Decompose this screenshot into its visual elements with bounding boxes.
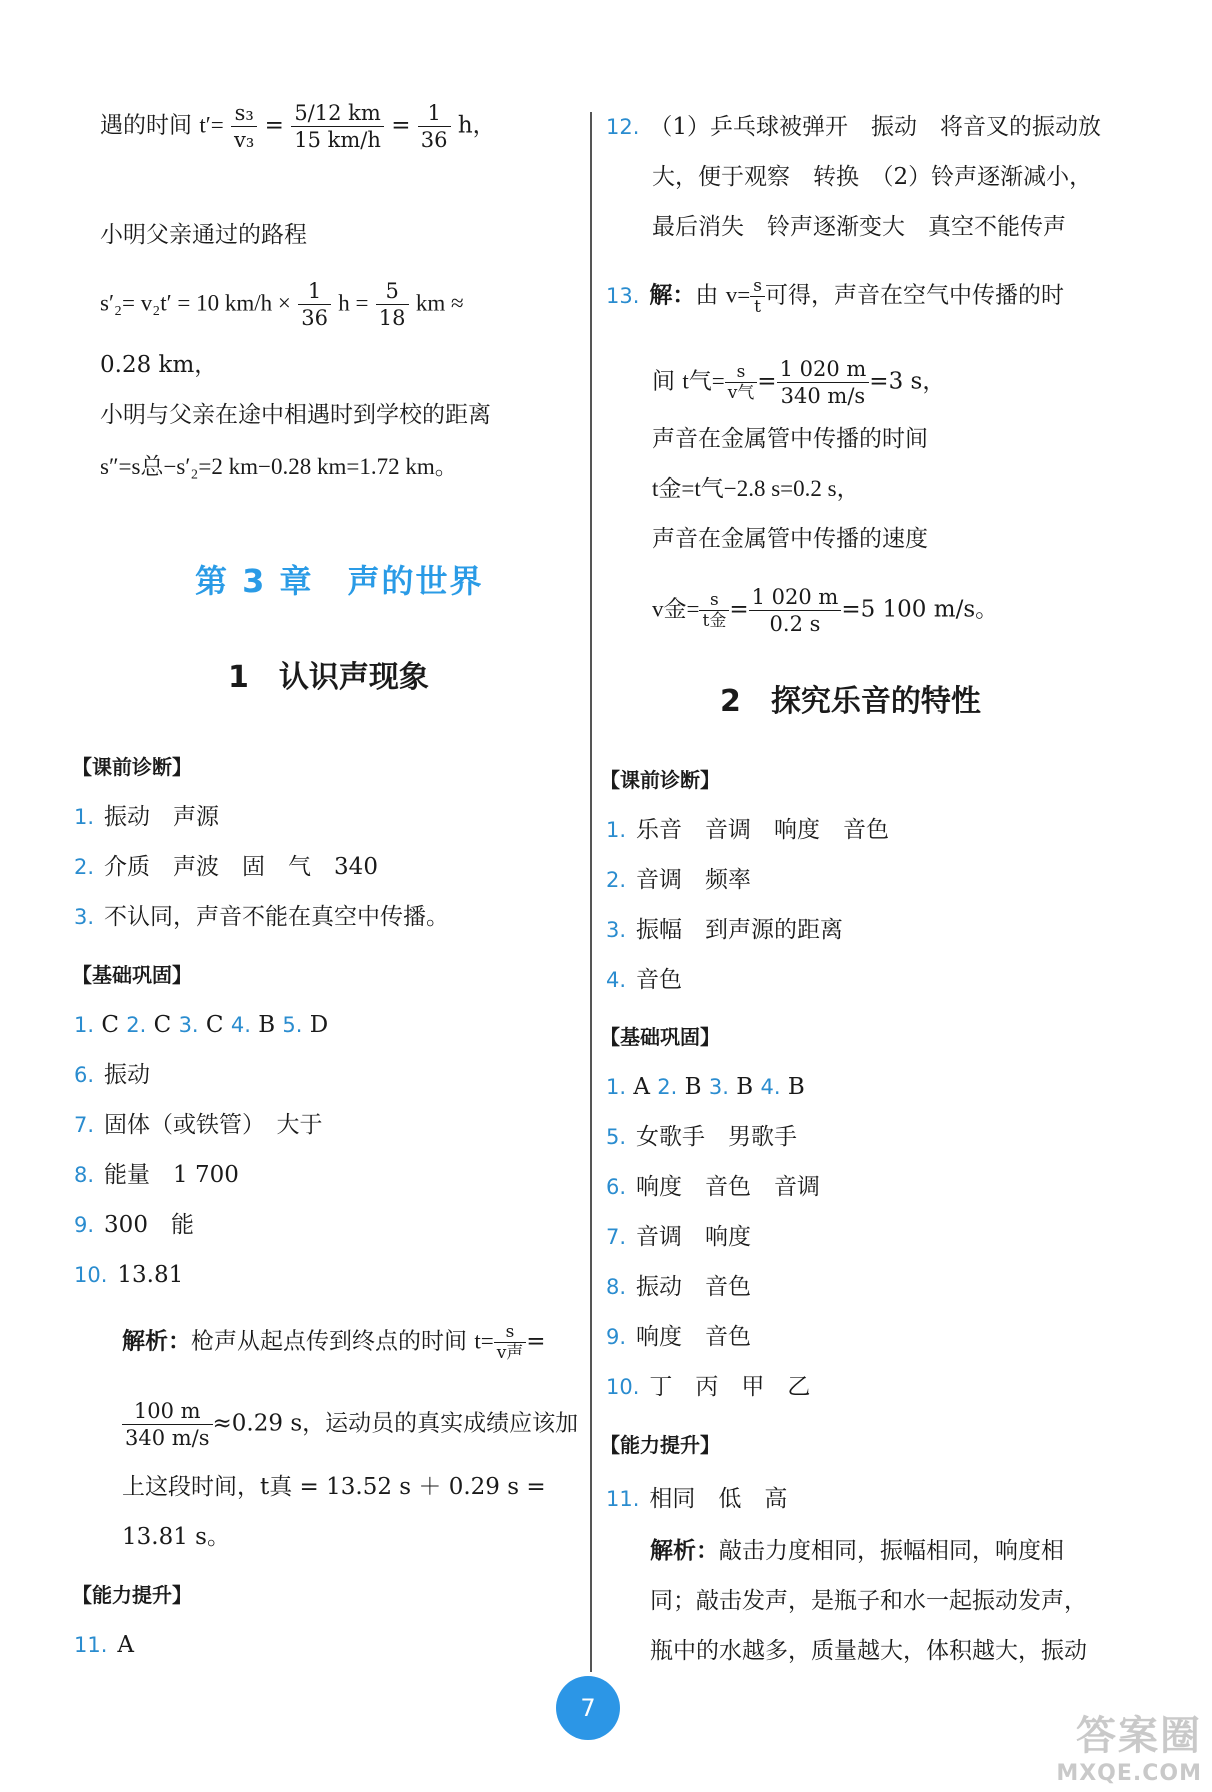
formula: km ≈ (415, 290, 464, 316)
item-text: 由 (695, 282, 719, 309)
answer-item (606, 1272, 751, 1302)
answer-item (74, 1110, 323, 1140)
meet-time-line (100, 100, 496, 153)
fraction (725, 362, 758, 403)
formula-var: t′= (199, 112, 224, 138)
item-number: 10. (74, 1263, 108, 1287)
frac-num: s (494, 1322, 527, 1343)
frac-den: 15 km/h (294, 128, 381, 152)
item-text: 振动 声源 (104, 804, 220, 830)
frac-num: 100 m (122, 1398, 213, 1425)
item-text: B (684, 1074, 702, 1100)
frac-num: 1 (418, 100, 451, 127)
answer-item (74, 852, 378, 882)
page-number: 7 (556, 1676, 620, 1740)
section-heading: 【能力提升】 (72, 1583, 192, 1607)
formula-var: t= (474, 1328, 494, 1354)
fraction (231, 100, 257, 153)
analysis-text: 敲击力度相同，振幅相同，响度相 (719, 1538, 1064, 1564)
text: =3 s， (869, 368, 946, 395)
formula-line: s″=s总−s′₂=2 km−0.28 km=1.72 km。 (100, 454, 458, 479)
equals: = (757, 368, 777, 395)
item-text: 音调 频率 (636, 867, 752, 893)
item-number: 3. (178, 1013, 199, 1037)
text: h， (457, 112, 496, 139)
analysis-line: 同；敲击发声，是瓶子和水一起振动发声， (650, 1588, 1087, 1614)
frac-num: s₃ (231, 100, 257, 127)
item-text: 能量 1 700 (104, 1162, 239, 1188)
analysis-line: 瓶中的水越多，质量越大，体积越大，振动 (650, 1638, 1087, 1664)
item-number: 1. (606, 1075, 627, 1099)
text-line: 声音在金属管中传播的速度 (652, 526, 928, 552)
section-heading: 【能力提升】 (600, 1433, 720, 1457)
formula-var: v= (725, 282, 751, 308)
item-text: A (117, 1632, 135, 1658)
frac-den: v₃ (234, 128, 255, 152)
item-text: 300 能 (104, 1212, 194, 1238)
text-line: 最后消失 铃声逐渐变大 真空不能传声 (652, 214, 1066, 240)
answer-item (74, 802, 219, 832)
frac-num: 1 (298, 278, 331, 305)
lesson-title: 1 认识声现象 (228, 660, 429, 695)
item-number: 7. (74, 1113, 95, 1137)
fraction (699, 590, 729, 631)
text: =5 100 m/s。 (841, 596, 999, 623)
item-text: 女歌手 男歌手 (636, 1124, 798, 1150)
fraction (418, 100, 451, 153)
answer-item (606, 965, 682, 995)
text-line: 大，便于观察 转换 （2）铃声逐渐减小， (652, 164, 1093, 190)
item-text: 振动 (104, 1062, 151, 1088)
item-number: 2. (606, 868, 627, 892)
frac-num: s (750, 276, 765, 297)
answer-item (74, 1210, 194, 1240)
item-text: C (153, 1012, 172, 1038)
item-number: 4. (606, 968, 627, 992)
fraction (291, 100, 384, 153)
frac-den: 340 m/s (125, 1426, 210, 1450)
formula-var: t气= (682, 368, 725, 394)
frac-num: s (725, 362, 758, 383)
item-number: 1. (74, 805, 95, 829)
item-number: 1. (606, 818, 627, 842)
distance-line (100, 278, 464, 331)
formula: s′₂= v₂t′ = 10 km/h × (100, 290, 291, 316)
item-number: 8. (74, 1163, 95, 1187)
text: 间 (652, 368, 675, 395)
formula: h = (338, 290, 369, 316)
answer-item (606, 1172, 820, 1202)
answer-item (74, 1060, 150, 1090)
watermark-logo: 答案圈 (1076, 1713, 1202, 1759)
text-line: 声音在金属管中传播的时间 (652, 426, 928, 452)
item-text: 13.81 (117, 1262, 184, 1288)
section-heading: 【课前诊断】 (600, 768, 720, 792)
item-text: B (258, 1012, 276, 1038)
item-text: 响度 音色 (636, 1324, 752, 1350)
fraction (750, 276, 765, 317)
text-line: 小明与父亲在途中相遇时到学校的距离 (100, 402, 491, 428)
analysis-line (122, 1322, 546, 1363)
item-number: 3. (708, 1075, 729, 1099)
item-number: 5. (606, 1125, 627, 1149)
analysis-line (650, 1536, 1064, 1566)
item-number: 9. (74, 1213, 95, 1237)
item-text: 不认同，声音不能在真空中传播。 (104, 904, 450, 930)
item-text: 响度 音色 音调 (636, 1174, 821, 1200)
formula-line (652, 584, 998, 637)
analysis-line: 13.81 s。 (122, 1524, 230, 1550)
formula-line: t金=t气−2.8 s=0.2 s， (652, 476, 860, 501)
frac-den: 18 (378, 306, 406, 330)
item-text: 丁 丙 甲 乙 (649, 1374, 811, 1400)
fraction (122, 1398, 213, 1451)
answer-item (74, 1260, 183, 1290)
item-text: 介质 声波 固 气 340 (104, 854, 378, 880)
frac-den: 340 m/s (780, 384, 866, 408)
answer-item (606, 112, 1101, 142)
section-heading: 【课前诊断】 (72, 755, 192, 779)
analysis-line (122, 1398, 578, 1451)
item-number: 8. (606, 1275, 627, 1299)
watermark (1056, 1704, 1202, 1786)
item-text: A (633, 1074, 650, 1100)
item-number: 4. (760, 1075, 781, 1099)
frac-den: 0.2 s (769, 612, 821, 636)
answer-item (606, 865, 751, 895)
analysis-text: ≈0.29 s，运动员的真实成绩应该加 (212, 1410, 579, 1437)
answer-item (74, 1160, 239, 1190)
analysis-label: 解析： (122, 1327, 191, 1355)
equals: = (391, 112, 411, 139)
formula-line (652, 356, 945, 409)
frac-den: v声 (496, 1343, 524, 1363)
answer-item (74, 1630, 134, 1660)
item-number: 1. (74, 1013, 95, 1037)
answer-item (606, 815, 889, 845)
equals: = (729, 596, 749, 623)
analysis-label: 解析： (650, 1537, 719, 1564)
frac-den: t金 (702, 611, 727, 631)
text-line: 小明父亲通过的路程 (100, 222, 307, 248)
answer-item (606, 276, 1064, 317)
frac-den: t (754, 297, 761, 317)
fraction (749, 584, 842, 637)
item-number: 3. (74, 905, 95, 929)
item-number: 5. (282, 1013, 303, 1037)
item-number: 4. (230, 1013, 251, 1037)
item-text: C (101, 1012, 119, 1038)
item-text: C (205, 1012, 224, 1038)
solution-label: 解： (649, 281, 696, 309)
frac-num: 1 020 m (777, 356, 870, 383)
item-number: 7. (606, 1225, 627, 1249)
item-number: 2. (126, 1013, 147, 1037)
choice-answers (74, 1010, 328, 1040)
item-text: B (787, 1074, 805, 1100)
column-divider (590, 112, 592, 1672)
answer-item (606, 915, 843, 945)
frac-den: 36 (420, 128, 448, 152)
answer-item (606, 1484, 787, 1514)
choice-answers (606, 1072, 805, 1102)
item-text: D (309, 1012, 329, 1038)
analysis-line: 上这段时间，t真 = 13.52 s ＋ 0.29 s = (122, 1474, 546, 1500)
answer-item (606, 1372, 810, 1402)
frac-num: 5/12 km (291, 100, 384, 127)
equals: = (526, 1328, 546, 1355)
item-number: 6. (74, 1063, 95, 1087)
item-number: 10. (606, 1375, 640, 1399)
chapter-title: 第 3 章 声的世界 (195, 562, 484, 600)
item-number: 2. (657, 1075, 678, 1099)
item-text: 固体（或铁管） 大于 (104, 1112, 323, 1138)
item-text: B (736, 1074, 754, 1100)
answer-item (606, 1122, 797, 1152)
frac-num: 5 (376, 278, 409, 305)
text-line: 0.28 km， (100, 352, 218, 378)
fraction (376, 278, 409, 331)
answer-item (74, 902, 449, 932)
item-text: 乐音 音调 响度 音色 (636, 817, 890, 843)
watermark-url: MXQE.COM (1056, 1761, 1202, 1786)
item-number: 13. (606, 283, 640, 308)
text: 遇的时间 (100, 112, 192, 139)
frac-num: 1 020 m (749, 584, 842, 611)
item-text: 振幅 到声源的距离 (636, 917, 844, 943)
frac-num: s (699, 590, 729, 611)
item-number: 3. (606, 918, 627, 942)
item-text: （1）乒乓球被弹开 振动 将音叉的振动放 (649, 114, 1102, 140)
section-heading: 【基础巩固】 (600, 1025, 720, 1049)
section-heading: 【基础巩固】 (72, 963, 192, 987)
item-text: 音调 响度 (636, 1224, 752, 1250)
item-number: 6. (606, 1175, 627, 1199)
frac-den: v气 (727, 383, 755, 403)
answer-item (606, 1322, 751, 1352)
fraction (494, 1322, 527, 1363)
answer-item (606, 1222, 751, 1252)
item-number: 11. (74, 1633, 108, 1657)
fraction (298, 278, 331, 331)
item-text: 音色 (636, 967, 683, 993)
item-text: 振动 音色 (636, 1274, 752, 1300)
item-number: 9. (606, 1325, 627, 1349)
item-text: 可得，声音在空气中传播的时 (764, 282, 1064, 309)
fraction (777, 356, 870, 409)
frac-den: 36 (301, 306, 328, 330)
equals: = (264, 112, 284, 139)
item-number: 11. (606, 1487, 640, 1511)
item-text: 相同 低 高 (649, 1486, 788, 1512)
analysis-text: 枪声从起点传到终点的时间 (191, 1328, 467, 1355)
item-number: 2. (74, 855, 95, 879)
formula-var: v金= (652, 596, 700, 622)
lesson-title: 2 探究乐音的特性 (720, 684, 981, 719)
item-number: 12. (606, 115, 640, 139)
